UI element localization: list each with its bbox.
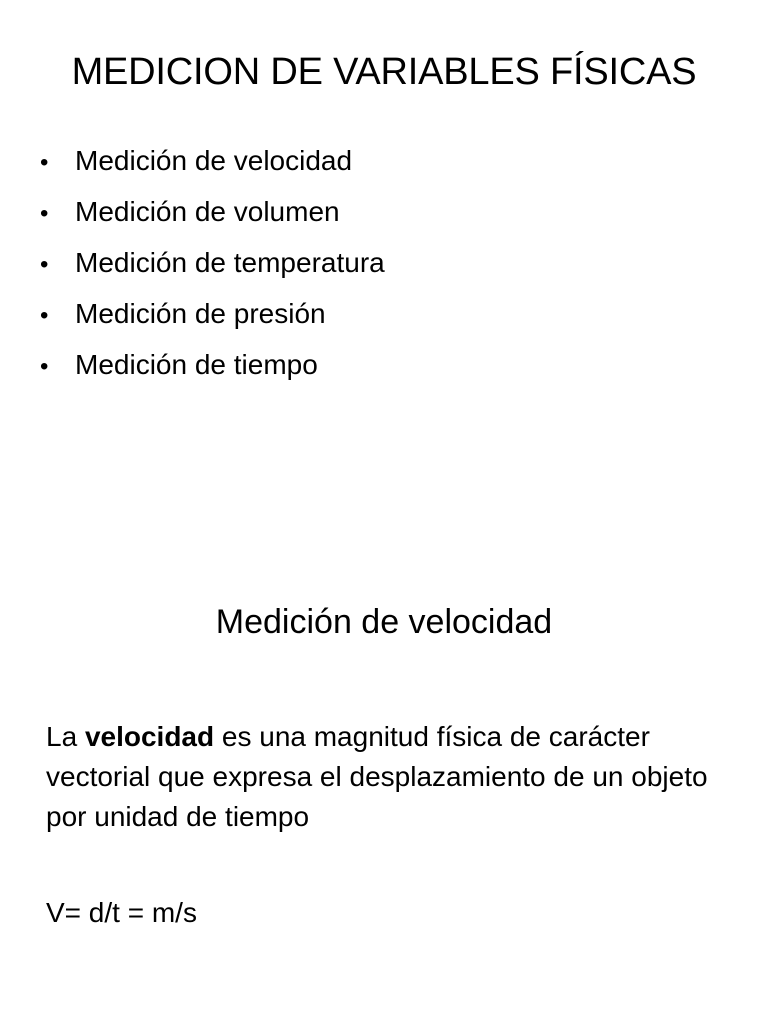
definition-text: es una magnitud física de carácter vectorial que expresa el desplazamiento de un objeto por unidad de tiempo (46, 721, 708, 832)
list-item-label: Medición de presión (75, 298, 326, 329)
bullet-icon: • (40, 200, 49, 227)
measurement-list (40, 136, 385, 391)
slide-medicion-velocidad (0, 512, 768, 1024)
velocity-formula: V= d/t = m/s (46, 897, 197, 928)
list-item (40, 340, 385, 391)
slide-title: MEDICION DE VARIABLES FÍSICAS (71, 51, 697, 93)
list-item-label: Medición de temperatura (75, 247, 385, 278)
bullet-icon: • (40, 302, 49, 329)
list-item (40, 238, 385, 289)
bullet-icon: • (40, 353, 49, 380)
list-item (40, 187, 385, 238)
slide-title: Medición de velocidad (215, 603, 553, 641)
bullet-icon: • (40, 149, 49, 176)
bullet-icon: • (40, 251, 49, 278)
list-item-label: Medición de velocidad (75, 145, 353, 176)
list-item (40, 289, 385, 340)
list-item-label: Medición de volumen (75, 196, 340, 227)
velocity-definition (46, 717, 736, 837)
list-item (40, 136, 385, 187)
definition-term: velocidad (84, 721, 215, 752)
definition-prefix: La (46, 721, 85, 752)
list-item-label: Medición de tiempo (75, 349, 318, 380)
